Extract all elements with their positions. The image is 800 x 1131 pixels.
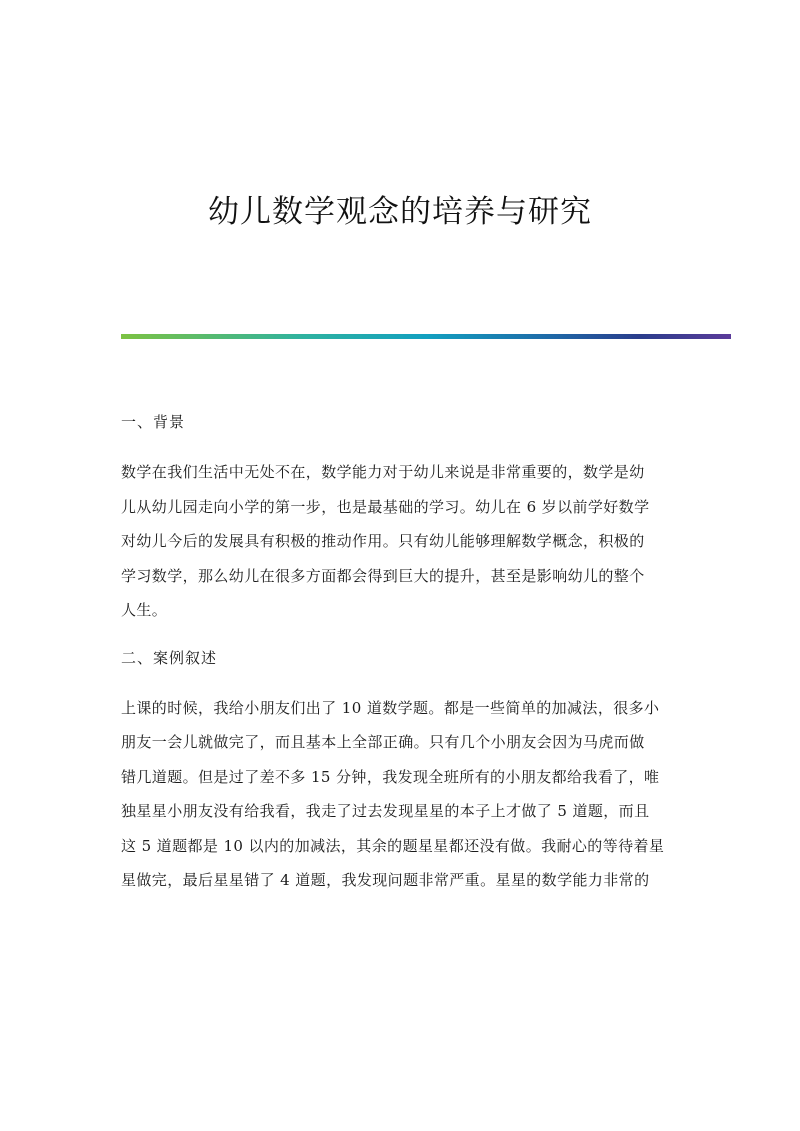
paragraph-case xyxy=(121,691,681,898)
section-heading-case: 二、案例叙述 xyxy=(121,648,218,667)
paragraph-line: 儿从幼儿园走向小学的第一步，也是最基础的学习。幼儿在 6 岁以前学好数学 xyxy=(121,497,650,516)
paragraph-line: 朋友一会儿就做完了，而且基本上全部正确。只有几个小朋友会因为马虎而做 xyxy=(121,733,645,751)
paragraph-line: 数学在我们生活中无处不在，数学能力对于幼儿来说是非常重要的，数学是幼 xyxy=(121,463,645,481)
paragraph-line: 学习数学，那么幼儿在很多方面都会得到巨大的提升，甚至是影响幼儿的整个 xyxy=(121,566,645,585)
paragraph-background xyxy=(121,455,681,628)
paragraph-line: 上课的时候，我给小朋友们出了 10 道数学题。都是一些简单的加减法，很多小 xyxy=(121,698,660,717)
paragraph-line: 独星星小朋友没有给我看，我走了过去发现星星的本子上才做了 5 道题，而且 xyxy=(121,802,650,820)
document-body xyxy=(121,408,681,914)
paragraph-line: 对幼儿今后的发展具有积极的推动作用。只有幼儿能够理解数学概念，积极的 xyxy=(121,532,645,550)
section-heading-background: 一、背景 xyxy=(121,413,186,431)
paragraph-line: 这 5 道题都是 10 以内的加减法，其余的题星星都还没有做。我耐心的等待着星 xyxy=(121,836,665,855)
document-title: 幼儿数学观念的培养与研究 xyxy=(208,194,592,230)
paragraph-line: 错几道题。但是过了差不多 15 分钟，我发现全班所有的小朋友都给我看了，唯 xyxy=(121,767,660,786)
paragraph-line: 人生。 xyxy=(121,601,168,619)
title-divider xyxy=(121,334,731,339)
paragraph-line: 星做完，最后星星错了 4 道题，我发现问题非常严重。星星的数学能力非常的 xyxy=(121,871,650,889)
